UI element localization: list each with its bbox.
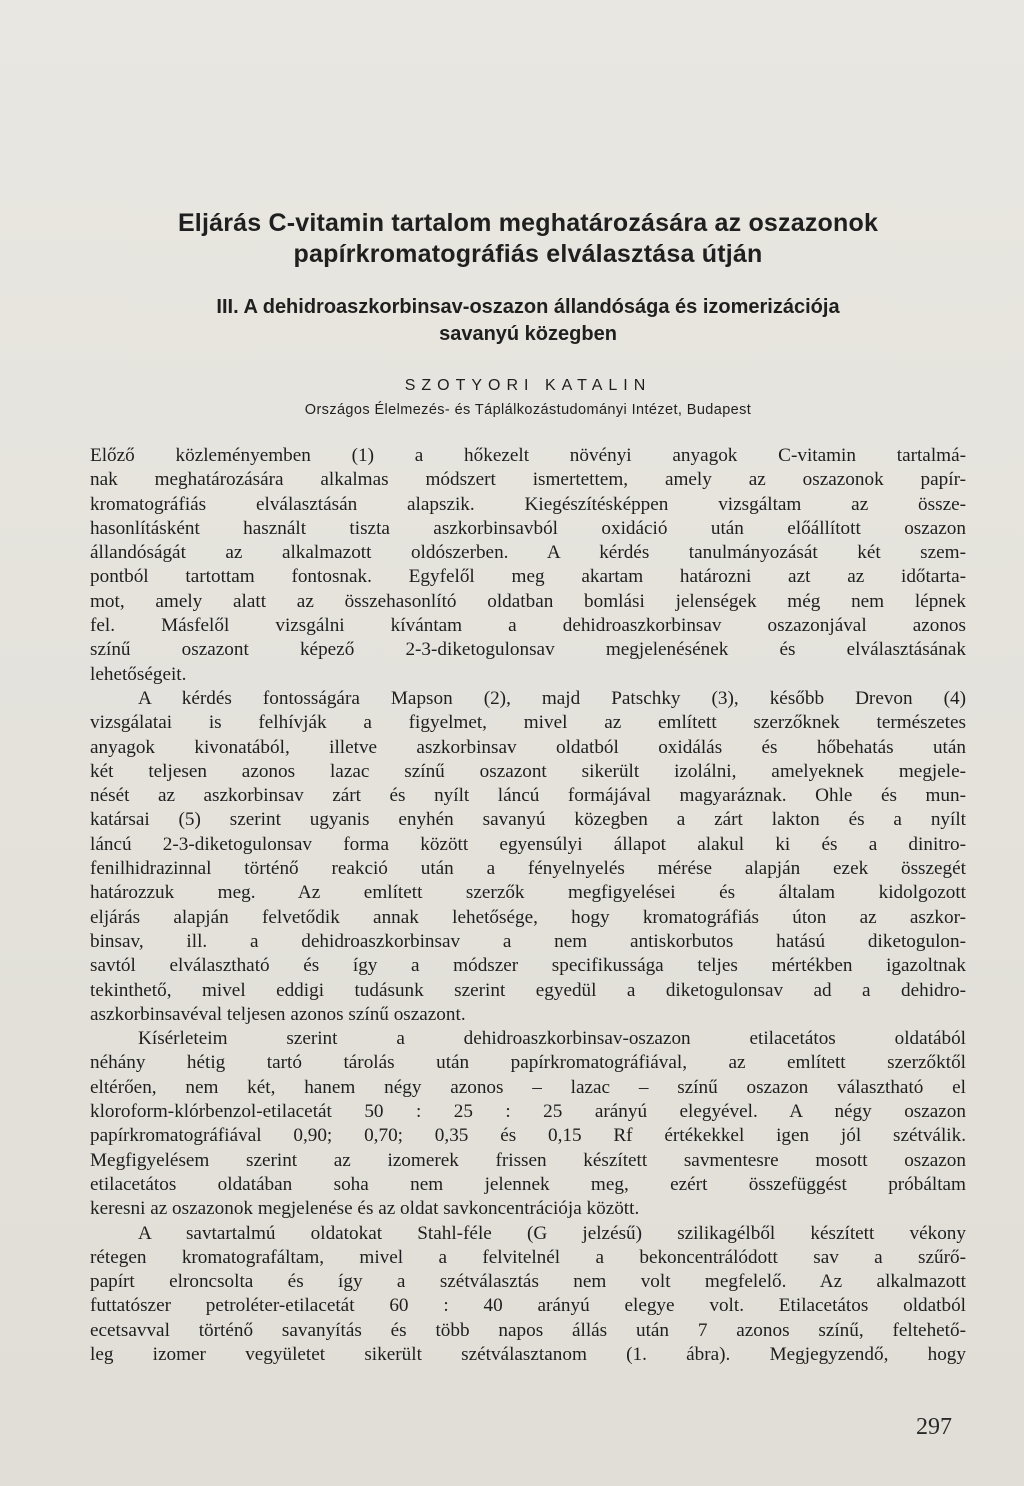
- text-line: etilacetátos oldatában soha nem jelennek meg, ezért összefüggést próbáltam: [90, 1173, 966, 1195]
- article-title: [90, 208, 966, 270]
- paragraph-3: [90, 1027, 966, 1221]
- text-line: nak meghatározására alkalmas módszert ismertettem, amely az oszazonok papír-: [90, 469, 966, 491]
- author-name: SZOTYORI KATALIN: [404, 377, 652, 394]
- title-line-1: Eljárás C-vitamin tartalom meghatározására az oszazonok: [177, 209, 879, 237]
- subtitle-line-2: savanyú közegben: [439, 323, 617, 345]
- text-line: anyagok kivonatából, illetve aszkorbinsav oldatból oxidálás és hőbehatás után: [90, 736, 966, 758]
- text-line: határozzuk meg. Az említett szerzők megfigyelései és általam kidolgozott: [90, 882, 966, 904]
- paragraph-4: [90, 1222, 966, 1368]
- text-line: mot, amely alatt az összehasonlító oldatban bomlási jelenségek még nem lépnek: [90, 590, 966, 612]
- text-line: keresni az oszazonok megjelenése és az oldat savkoncentrációja között.: [90, 1198, 640, 1220]
- text-line: Előző közleményemben (1) a hőkezelt növényi anyagok C-vitamin tartalmá-: [90, 445, 966, 466]
- article: [90, 208, 966, 1367]
- text-line: leg izomer vegyületet sikerült szétválasztanom (1. ábra). Megjegyzendő, hogy: [90, 1343, 966, 1365]
- text-line: állandóságát az alkalmazott oldószerben. A kérdés tanulmányozását két szem-: [90, 542, 966, 564]
- article-body: [90, 444, 966, 1367]
- text-line: kloroform-klórbenzol-etilacetát 50 : 25 : 25 arányú elegyével. A négy oszazon: [90, 1101, 966, 1123]
- article-subtitle: [90, 294, 966, 348]
- text-line: rétegen kromatografáltam, mivel a felvitelnél a bekoncentrálódott sav a szűrő-: [90, 1246, 966, 1268]
- text-line: kromatográfiás elválasztásán alapszik. Kiegészítésképpen vizsgáltam az össze-: [90, 493, 966, 515]
- text-line: Kísérleteim szerint a dehidroaszkorbinsav-oszazon etilacetátos oldatából: [138, 1028, 966, 1050]
- text-line: aszkorbinsavéval teljesen azonos színű oszazont.: [90, 1003, 466, 1025]
- text-line: fel. Másfelől vizsgálni kívántam a dehidroaszkorbinsav oszazonjával azonos: [90, 615, 966, 637]
- subtitle-line-1: III. A dehidroaszkorbinsav-oszazon állandósága és izomerizációja: [216, 296, 840, 318]
- text-line: Megfigyelésem szerint az izomerek frissen készített savmentesre mosott oszazon: [90, 1149, 966, 1171]
- text-line: láncú 2-3-diketogulonsav forma között egyensúlyi állapot alakul ki és a dinitro-: [90, 833, 966, 855]
- text-line: vizsgálatai is felhívják a figyelmet, mivel az említett szerzőknek természetes: [90, 712, 966, 734]
- text-line: eljárás alapján felvetődik annak lehetősége, hogy kromatográfiás úton az aszkor-: [90, 906, 966, 928]
- paragraph-2: [90, 687, 966, 1027]
- text-line: két teljesen azonos lazac színű oszazont sikerült izolálni, amelyeknek megjele-: [90, 760, 966, 782]
- text-line: színű oszazont képező 2-3-diketogulonsav megjelenésének és elválasztásának: [90, 639, 966, 661]
- text-line: nését az aszkorbinsav zárt és nyílt láncú formájával magyaráznak. Ohle és mun-: [90, 785, 966, 807]
- text-line: A kérdés fontosságára Mapson (2), majd Patschky (3), később Drevon (4): [138, 687, 966, 709]
- text-line: pontból tartottam fontosnak. Egyfelől meg akartam határozni azt az időtarta-: [90, 566, 966, 588]
- text-line: lehetőségeit.: [90, 663, 187, 685]
- text-line: tekinthető, mivel eddigi tudásunk szerint egyedül a diketogulonsav ad a dehidro-: [90, 979, 966, 1001]
- author-affiliation: Országos Élelmezés- és Táplálkozástudományi Intézet, Budapest: [304, 402, 752, 418]
- text-line: néhány hétig tartó tárolás után papírkromatográfiával, az említett szerzőktől: [90, 1052, 966, 1074]
- text-line: hasonlításként használt tiszta aszkorbinsavból oxidáció után előállított oszazon: [90, 517, 966, 539]
- text-line: A savtartalmú oldatokat Stahl-féle (G jelzésű) szilikagélből készített vékony: [138, 1222, 966, 1244]
- text-line: eltérően, nem két, hanem négy azonos – lazac – színű oszazon választható el: [90, 1076, 966, 1098]
- text-line: katársai (5) szerint ugyanis enyhén savanyú közegben a zárt lakton és a nyílt: [90, 809, 966, 831]
- paragraph-1: [90, 444, 966, 687]
- text-line: futtatószer petroléter-etilacetát 60 : 40 arányú elegye volt. Etilacetátos oldatból: [90, 1295, 966, 1317]
- title-line-2: papírkromatográfiás elválasztása útján: [293, 240, 763, 268]
- page-number: 297: [916, 1414, 952, 1440]
- text-line: binsav, ill. a dehidroaszkorbinsav a nem antiskorbutos hatású diketogulon-: [90, 930, 966, 952]
- text-line: papírkromatográfiával 0,90; 0,70; 0,35 és 0,15 Rf értékekkel igen jól szétválik.: [90, 1125, 966, 1147]
- text-line: savtól elválasztható és így a módszer specifikussága teljes mértékben igazoltnak: [90, 955, 966, 977]
- text-line: fenilhidrazinnal történő reakció után a fényelnyelés mérése alapján ezek összegét: [90, 858, 966, 880]
- text-line: ecetsavval történő savanyítás és több napos állás után 7 azonos színű, feltehető-: [90, 1319, 966, 1341]
- text-line: papírt elroncsolta és így a szétválasztás nem volt megfelelő. Az alkalmazott: [90, 1271, 966, 1293]
